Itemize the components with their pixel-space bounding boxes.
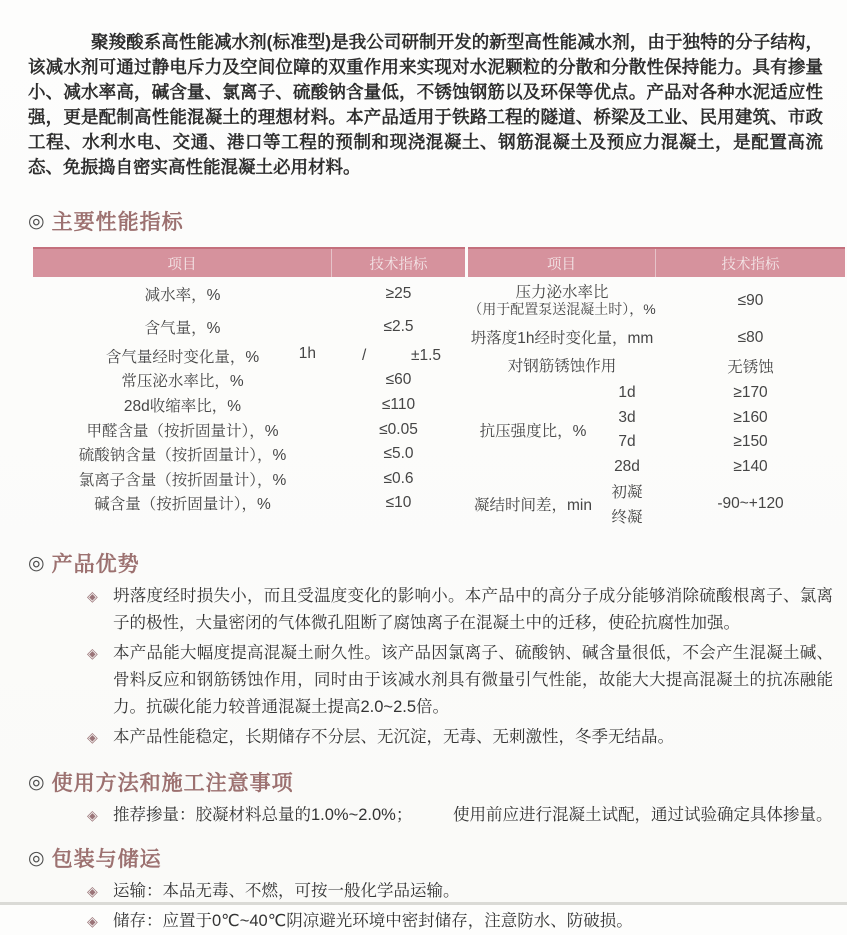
table-row <box>33 417 465 442</box>
double-circle-icon: ◎ <box>28 210 45 232</box>
intro-paragraph: 聚羧酸系高性能减水剂(标准型)是我公司研制开发的新型高性能减水剂，由于独特的分子结构，该减水剂可通过静电斥力及空间位障的双重作用来实现对水泥颗粒的分散和分散性保持能力。具有掺量小、减水率高，碱含量、氯离子、硫酸钠含量低，不锈蚀钢筋以及环保等优点。产品对各种水泥适应性强，更是配制高性能混凝土的理想材料。本产品适用于铁路工程的隧道、桥梁及工业、民用建筑、市政工程、水利水电、交通、港口等工程的预制和现浇混凝土、钢筋混凝土及预应力混凝土，是配置高流态、免振捣自密实高性能混凝土必用材料。 <box>28 32 823 177</box>
double-circle-icon: ◎ <box>28 847 45 869</box>
list-item-text: 本产品能大幅度提高混凝土耐久性。该产品因氯离子、硫酸钠、碱含量很低，不会产生混凝土碱、骨料反应和钢筋锈蚀作用，同时由于该减水剂具有微量引气性能，故能大大提高混凝土的抗冻融能力。抗碳化能力较普通混凝土提高2.0~2.5倍。 <box>113 644 833 716</box>
section-title-text: 包装与储运 <box>51 848 162 871</box>
list-item <box>87 908 833 935</box>
strength-ratio-group-row <box>468 381 845 479</box>
row-value: ≤10 <box>385 494 412 511</box>
diamond-bullet-icon: ◈ <box>87 645 98 661</box>
diamond-bullet-icon: ◈ <box>87 807 98 823</box>
table-row <box>468 277 845 325</box>
table-row <box>33 368 465 392</box>
list-item <box>87 724 833 751</box>
group-label: 抗压强度比，% <box>479 423 587 440</box>
value-column <box>656 381 845 479</box>
row-label: 甲醛含量（按折固量计），% <box>86 422 279 440</box>
list-item-text: 坍落度经时损失小，而且受温度变化的影响小。本产品中的高分子成分能够消除硫酸根离子、氯离子的极性，大量密闭的气体微孔阻断了腐蚀离子在混凝土中的迁移，使砼抗腐性加强。 <box>113 587 833 632</box>
final-set-label: 终凝 <box>611 508 643 526</box>
list-item <box>87 802 833 829</box>
table-row <box>33 466 465 491</box>
table-row <box>33 277 465 311</box>
table-row <box>33 491 465 515</box>
row-value: ≤60 <box>385 371 412 388</box>
setting-time-group-row <box>468 479 845 528</box>
section-title-packaging <box>28 843 847 873</box>
row-slash: / <box>362 346 367 364</box>
row-label <box>468 284 656 318</box>
row-value: ≤5.0 <box>383 445 414 462</box>
row-label: 坍落度1h经时变化量，mm <box>470 329 654 347</box>
section-title-text: 主要性能指标 <box>51 211 184 234</box>
row-value: ≤0.05 <box>379 420 418 438</box>
usage-list <box>0 802 847 829</box>
strength-value: ≥150 <box>733 433 768 451</box>
row-value: 无锈蚀 <box>727 359 774 376</box>
row-value: ≤2.5 <box>383 318 414 335</box>
list-item-text: 本产品性能稳定，长期储存不分层、无沉淀，无毒、无刺激性，冬季无结晶。 <box>113 728 674 746</box>
diamond-bullet-icon: ◈ <box>87 588 98 604</box>
age-label: 1d <box>618 384 636 402</box>
row-value: ≤0.6 <box>383 469 414 487</box>
table-row <box>33 442 465 466</box>
group-label: 凝结时间差，min <box>474 496 592 514</box>
table-row <box>33 392 465 417</box>
table-row <box>33 343 465 368</box>
row-label: 硫酸钠含量（按折固量计），% <box>78 447 287 464</box>
table-header <box>468 247 845 277</box>
header-cell-indicator: 技术指标 <box>721 256 780 273</box>
setting-value: -90~+120 <box>717 494 784 512</box>
row-label: 碱含量（按折固量计），% <box>94 496 271 513</box>
row-label: 28d收缩率比，% <box>123 397 242 415</box>
strength-value: ≥170 <box>733 384 768 402</box>
row-label: 氯离子含量（按折固量计），% <box>78 471 287 489</box>
list-item <box>87 878 833 905</box>
row-label-text: 含气量经时变化量，% <box>105 348 260 366</box>
storage-note: 储存：应置于0℃~40℃阴凉避光环境中密封储存，注意防水、防破损。 <box>113 912 633 930</box>
row-label: 减水率，% <box>144 287 221 304</box>
table-row <box>468 325 845 351</box>
diamond-bullet-icon: ◈ <box>87 883 98 899</box>
age-column <box>598 381 656 479</box>
header-cell-item: 项目 <box>33 249 332 277</box>
age-label: 7d <box>618 433 636 451</box>
row-label <box>33 345 332 367</box>
document-page <box>0 30 847 930</box>
performance-table-right <box>468 247 845 528</box>
double-circle-icon: ◎ <box>28 771 45 793</box>
row-label-line1: 压力泌水率比 <box>515 284 609 301</box>
age-label: 3d <box>618 408 636 426</box>
initial-set-label: 初凝 <box>611 484 643 502</box>
header-cell-indicator: 技术指标 <box>369 256 428 273</box>
row-value: ≤110 <box>381 395 416 413</box>
age-label: 28d <box>614 457 640 475</box>
row-label-line2: （用于配置泵送混凝土时），% <box>468 301 656 317</box>
double-circle-icon: ◎ <box>28 552 45 574</box>
scan-edge-artifact <box>0 902 847 905</box>
dosage-recommendation: 推荐掺量：胶凝材料总量的1.0%~2.0%； <box>113 806 413 824</box>
strength-value: ≥140 <box>733 457 768 475</box>
section-title-text: 产品优势 <box>51 553 140 576</box>
row-time-label: 1h <box>298 344 316 362</box>
performance-tables <box>33 247 845 528</box>
packaging-list <box>0 878 847 935</box>
section-title-usage <box>28 767 847 797</box>
row-value: ≤90 <box>737 292 764 309</box>
row-label: 含气量，% <box>144 320 221 337</box>
row-label: 对钢筋锈蚀作用 <box>507 357 617 375</box>
trial-mix-note: 使用前应进行混凝土试配，通过试验确定具体掺量。 <box>452 806 833 824</box>
strength-value: ≥160 <box>733 408 768 426</box>
diamond-bullet-icon: ◈ <box>87 913 98 929</box>
row-value: ≥25 <box>385 285 412 302</box>
advantages-list <box>0 583 847 751</box>
diamond-bullet-icon: ◈ <box>87 729 98 745</box>
row-value-text: ±1.5 <box>410 346 441 364</box>
table-row <box>468 351 845 381</box>
table-row <box>33 311 465 343</box>
row-value <box>332 347 465 365</box>
section-title-text: 使用方法和施工注意事项 <box>51 772 294 795</box>
header-cell-item: 项目 <box>468 249 656 277</box>
row-label: 常压泌水率比，% <box>121 373 244 390</box>
list-item <box>87 640 833 721</box>
section-title-advantages <box>28 548 847 578</box>
transport-note: 运输：本品无毒、不燃，可按一般化学品运输。 <box>113 882 460 900</box>
row-value: ≤80 <box>737 329 764 346</box>
table-header <box>33 247 465 277</box>
section-title-performance <box>28 206 847 236</box>
performance-table-left <box>33 247 465 528</box>
setting-sub-column <box>598 479 656 528</box>
list-item <box>87 583 833 637</box>
